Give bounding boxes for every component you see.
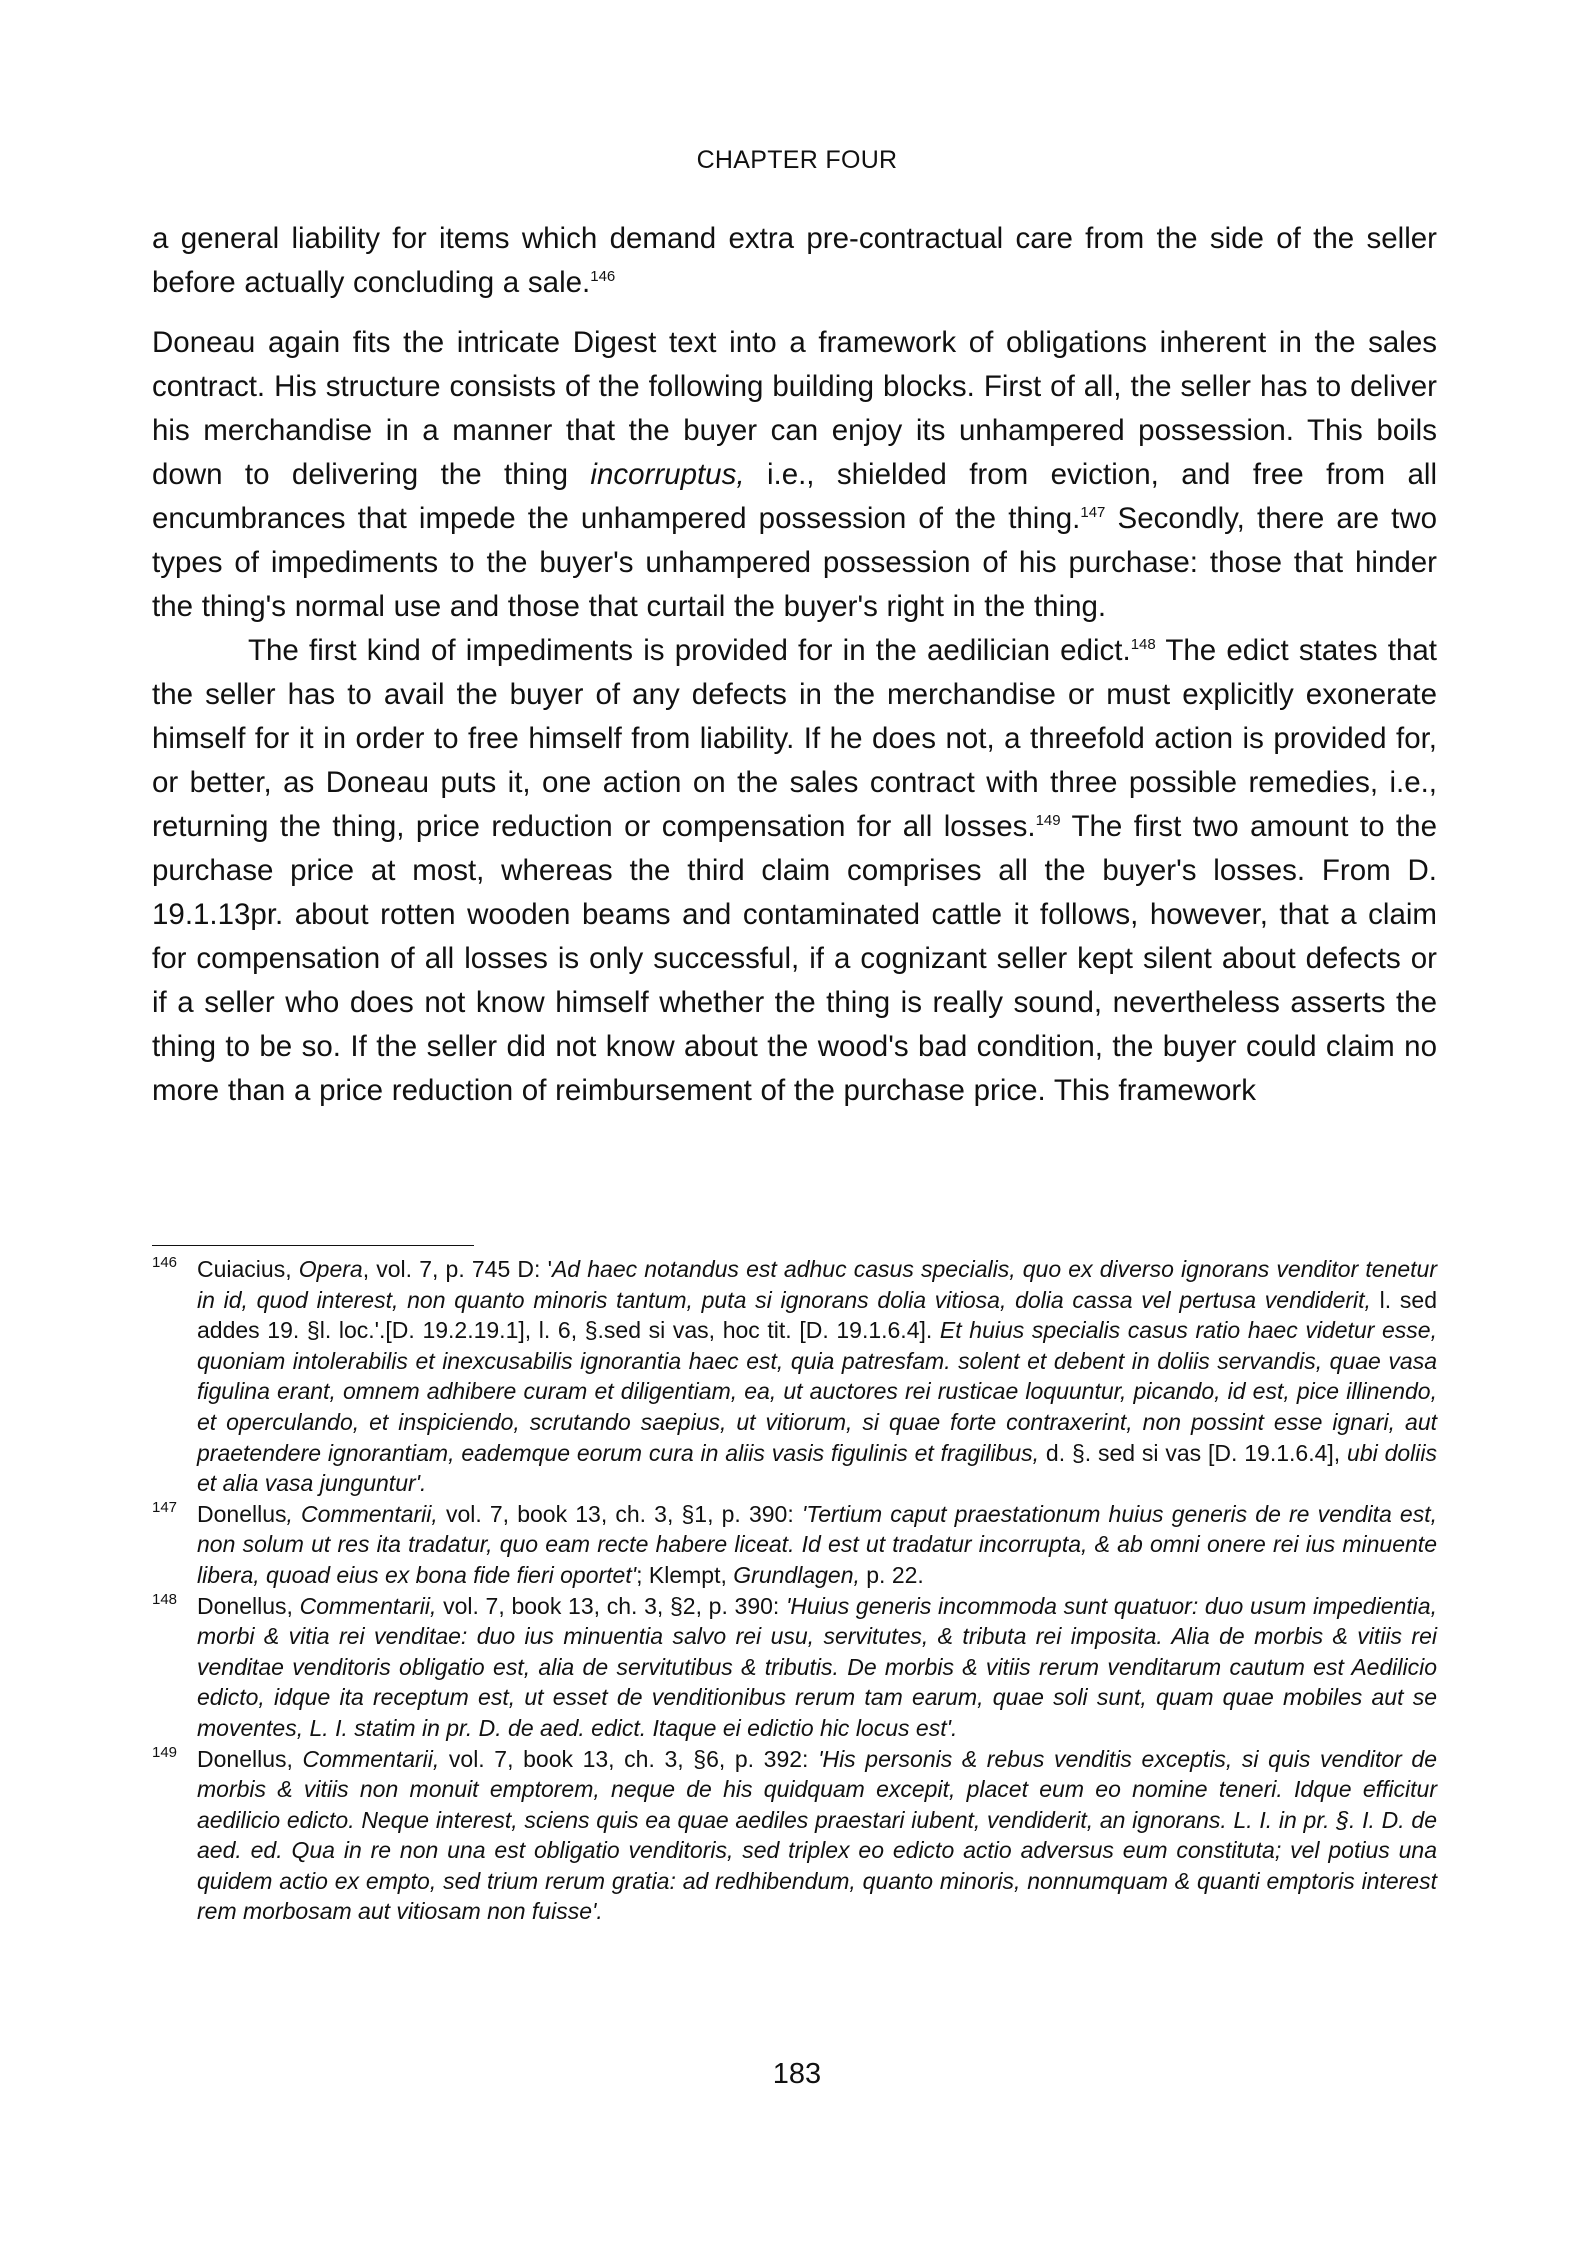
footnote-author: Donellus <box>197 1500 287 1527</box>
footnote-number: 147 <box>152 1498 178 1516</box>
page-number: 183 <box>772 2058 822 2090</box>
footnote-quote: Ad haec notandus est adhuc casus specialis, quo ex diverso ignorans venditor tenetur in id, quod interest, non quanto minoris tantum, puta si ignorans dolia vitiosa, dolia cassa vel pertusa vendiderit, <box>197 1256 1438 1313</box>
footnote-cite: , vol. 7, p. 745 D: ' <box>362 1256 552 1282</box>
paragraph-text: a general liability for items which demand extra pre-contractual care from the side of the seller before actually concluding a sale. <box>152 222 1437 299</box>
main-text <box>152 217 1437 1113</box>
footnote-149 <box>152 1744 1437 1928</box>
footnote-author: Donellus, <box>197 1745 303 1772</box>
footnote-cite: l. sed addes 19. §l. loc.'.[D. 19.2.19.1], l. 6, §.sed si vas, hoc tit. [D. 19.1.6.4]. <box>197 1286 1437 1344</box>
footnote-cite: vol. 7, book 13, ch. 3, §2, p. 390: <box>436 1592 787 1619</box>
paragraph-text: The first two amount to the purchase price at most, whereas the third claim comprises all the buyer's losses. From D. 19.1.13pr. about rotten wooden beams and contaminated cattle it follows, however, that a claim for compensation of all losses is only successful, if a cognizant seller kept silent about defects or if a seller who does not know himself whether the thing is really sound, nevertheless asserts the thing to be so. If the seller did not know about the wood's bad condition, the buyer could claim no more than a price reduction of reimbursement of the purchase price. This framework <box>152 810 1437 1107</box>
paragraph <box>152 629 1437 1113</box>
footnote-ref: 149 <box>1035 812 1061 830</box>
footnote-148 <box>152 1591 1437 1744</box>
footnote-ref: 146 <box>590 268 616 286</box>
footnote-work: Grundlagen, <box>733 1561 860 1588</box>
running-head: CHAPTER FOUR <box>696 146 898 174</box>
footnote-author: Cuiacius, <box>197 1256 299 1282</box>
footnote-work: , Commentarii, <box>286 1500 438 1527</box>
paragraph <box>152 217 1437 305</box>
footnote-cite: vol. 7, book 13, ch. 3, §1, p. 390: <box>437 1500 802 1527</box>
paragraph-text: Doneau again fits the intricate Digest text into a framework of obligations inherent in the sales contract. His structure consists of the following building blocks. First of all, the seller has to deliver his merchandise in a manner that the buyer can enjoy its unhampered possession. This boils down to delivering the thing <box>152 326 1437 491</box>
footnotes <box>152 1254 1437 1927</box>
footnote-quote: Et huius specialis casus ratio haec videtur esse, quoniam intolerabilis et inexcusabilis ignorantia haec est, quia patresfam. solent et debent in doliis servandis, quae vasa figulina erant, omnem adhibere curam et diligentiam, ea, ut auctores rei rusticae loquuntur, picando, id est, pice illinendo, et operculando, et inspiciendo, scrutando saepius, ut vitiorum, si quae forte contraxerint, non possint esse ignari, aut praetendere ignorantiam, eademque eorum cura in aliis vasis figulinis et fragilibus, <box>197 1317 1437 1466</box>
italic-term: incorruptus, <box>590 458 745 491</box>
footnote-number: 146 <box>152 1254 178 1271</box>
paragraph-text: Secondly, there are two types of impediments to the buyer's unhampered possession of his purchase: those that hinder the thing's normal use and those that curtail the buyer's right in the thing. <box>152 502 1437 623</box>
paragraph-text: The edict states that the seller has to avail the buyer of any defects in the merchandise or must explicitly exonerate himself for it in order to free himself from liability. If he does not, a threefold action is provided for, or better, as Doneau puts it, one action on the sales contract with three possible remedies, i.e., returning the thing, price reduction or compensation for all losses. <box>152 634 1437 843</box>
footnote-146 <box>152 1254 1437 1499</box>
footnote-number: 149 <box>152 1743 178 1761</box>
paragraph-text: i.e., shielded from eviction, and free from all encumbrances that impede the unhampered possession of the thing. <box>152 458 1438 535</box>
footnote-ref: 147 <box>1080 504 1106 522</box>
footnote-work: Commentarii, <box>302 1745 440 1772</box>
paragraph-text: The first kind of impediments is provided for in the aedilician edict. <box>248 634 1131 667</box>
footnote-quote: 'Huius generis incommoda sunt quatuor: duo usum impedientia, morbi & vitia rei venditae: duo ius minuentia salvo rei usu, servitutes, & tributa rei imposita. Alia de morbis & vitiis rei venditae venditoris obligatio est, alia de servitutibus & tributis. De morbis & vitiis rerum venditarum cautum est Aedilicio edicto, idque ita receptum est, ut esset de venditionibus rerum tam earum, quae soli sunt, quam quae mobiles aut se moventes, L. I. statim in pr. D. de aed. edict. Itaque ei edictio hic locus est'. <box>197 1592 1437 1741</box>
footnote-author: Donellus, <box>197 1592 300 1619</box>
footnote-cite: ; Klempt, <box>636 1561 734 1588</box>
paragraph <box>152 321 1437 629</box>
footnote-work: Commentarii, <box>299 1592 437 1619</box>
footnote-separator <box>152 1245 474 1246</box>
footnote-quote: ubi doliis et alia vasa junguntur'. <box>197 1439 1437 1497</box>
footnote-number: 148 <box>152 1590 178 1608</box>
footnote-ref: 148 <box>1130 636 1156 654</box>
footnote-quote: 'Tertium caput praestationum huius generis de re vendita est, non solum ut res ita tradatur, quo eam recte habere liceat. Id est ut tradatur incorrupta, & ab omni onere rei ius minuente libera, quoad eius ex bona fide fieri oportet' <box>197 1500 1437 1588</box>
footnote-quote: 'His personis & rebus venditis exceptis, si quis venditor de morbis & vitiis non monuit emptorem, neque de his quidquam excepit, placet eum eo nomine teneri. Idque efficitur aedilicio edicto. Neque interest, sciens quis ea quae aediles praestari iubent, vendiderit, an ignorans. L. I. in pr. §. I. D. de aed. ed. Qua in re non una est obligatio venditoris, sed triplex eo edicto actio adversus eum constituta; vel potius una quidem actio ex empto, sed trium rerum gratia: ad redhibendum, quanto minoris, nonnumquam & quanti emptoris interest rem morbosam aut vitiosam non fuisse'. <box>197 1745 1437 1925</box>
footnote-cite: p. 22. <box>859 1561 924 1588</box>
footnote-work: Opera <box>298 1256 363 1282</box>
footnote-147 <box>152 1499 1437 1591</box>
footnote-cite: vol. 7, book 13, ch. 3, §6, p. 392: <box>439 1745 819 1772</box>
footnote-cite: d. §. sed si vas [D. 19.1.6.4], <box>1039 1439 1348 1466</box>
